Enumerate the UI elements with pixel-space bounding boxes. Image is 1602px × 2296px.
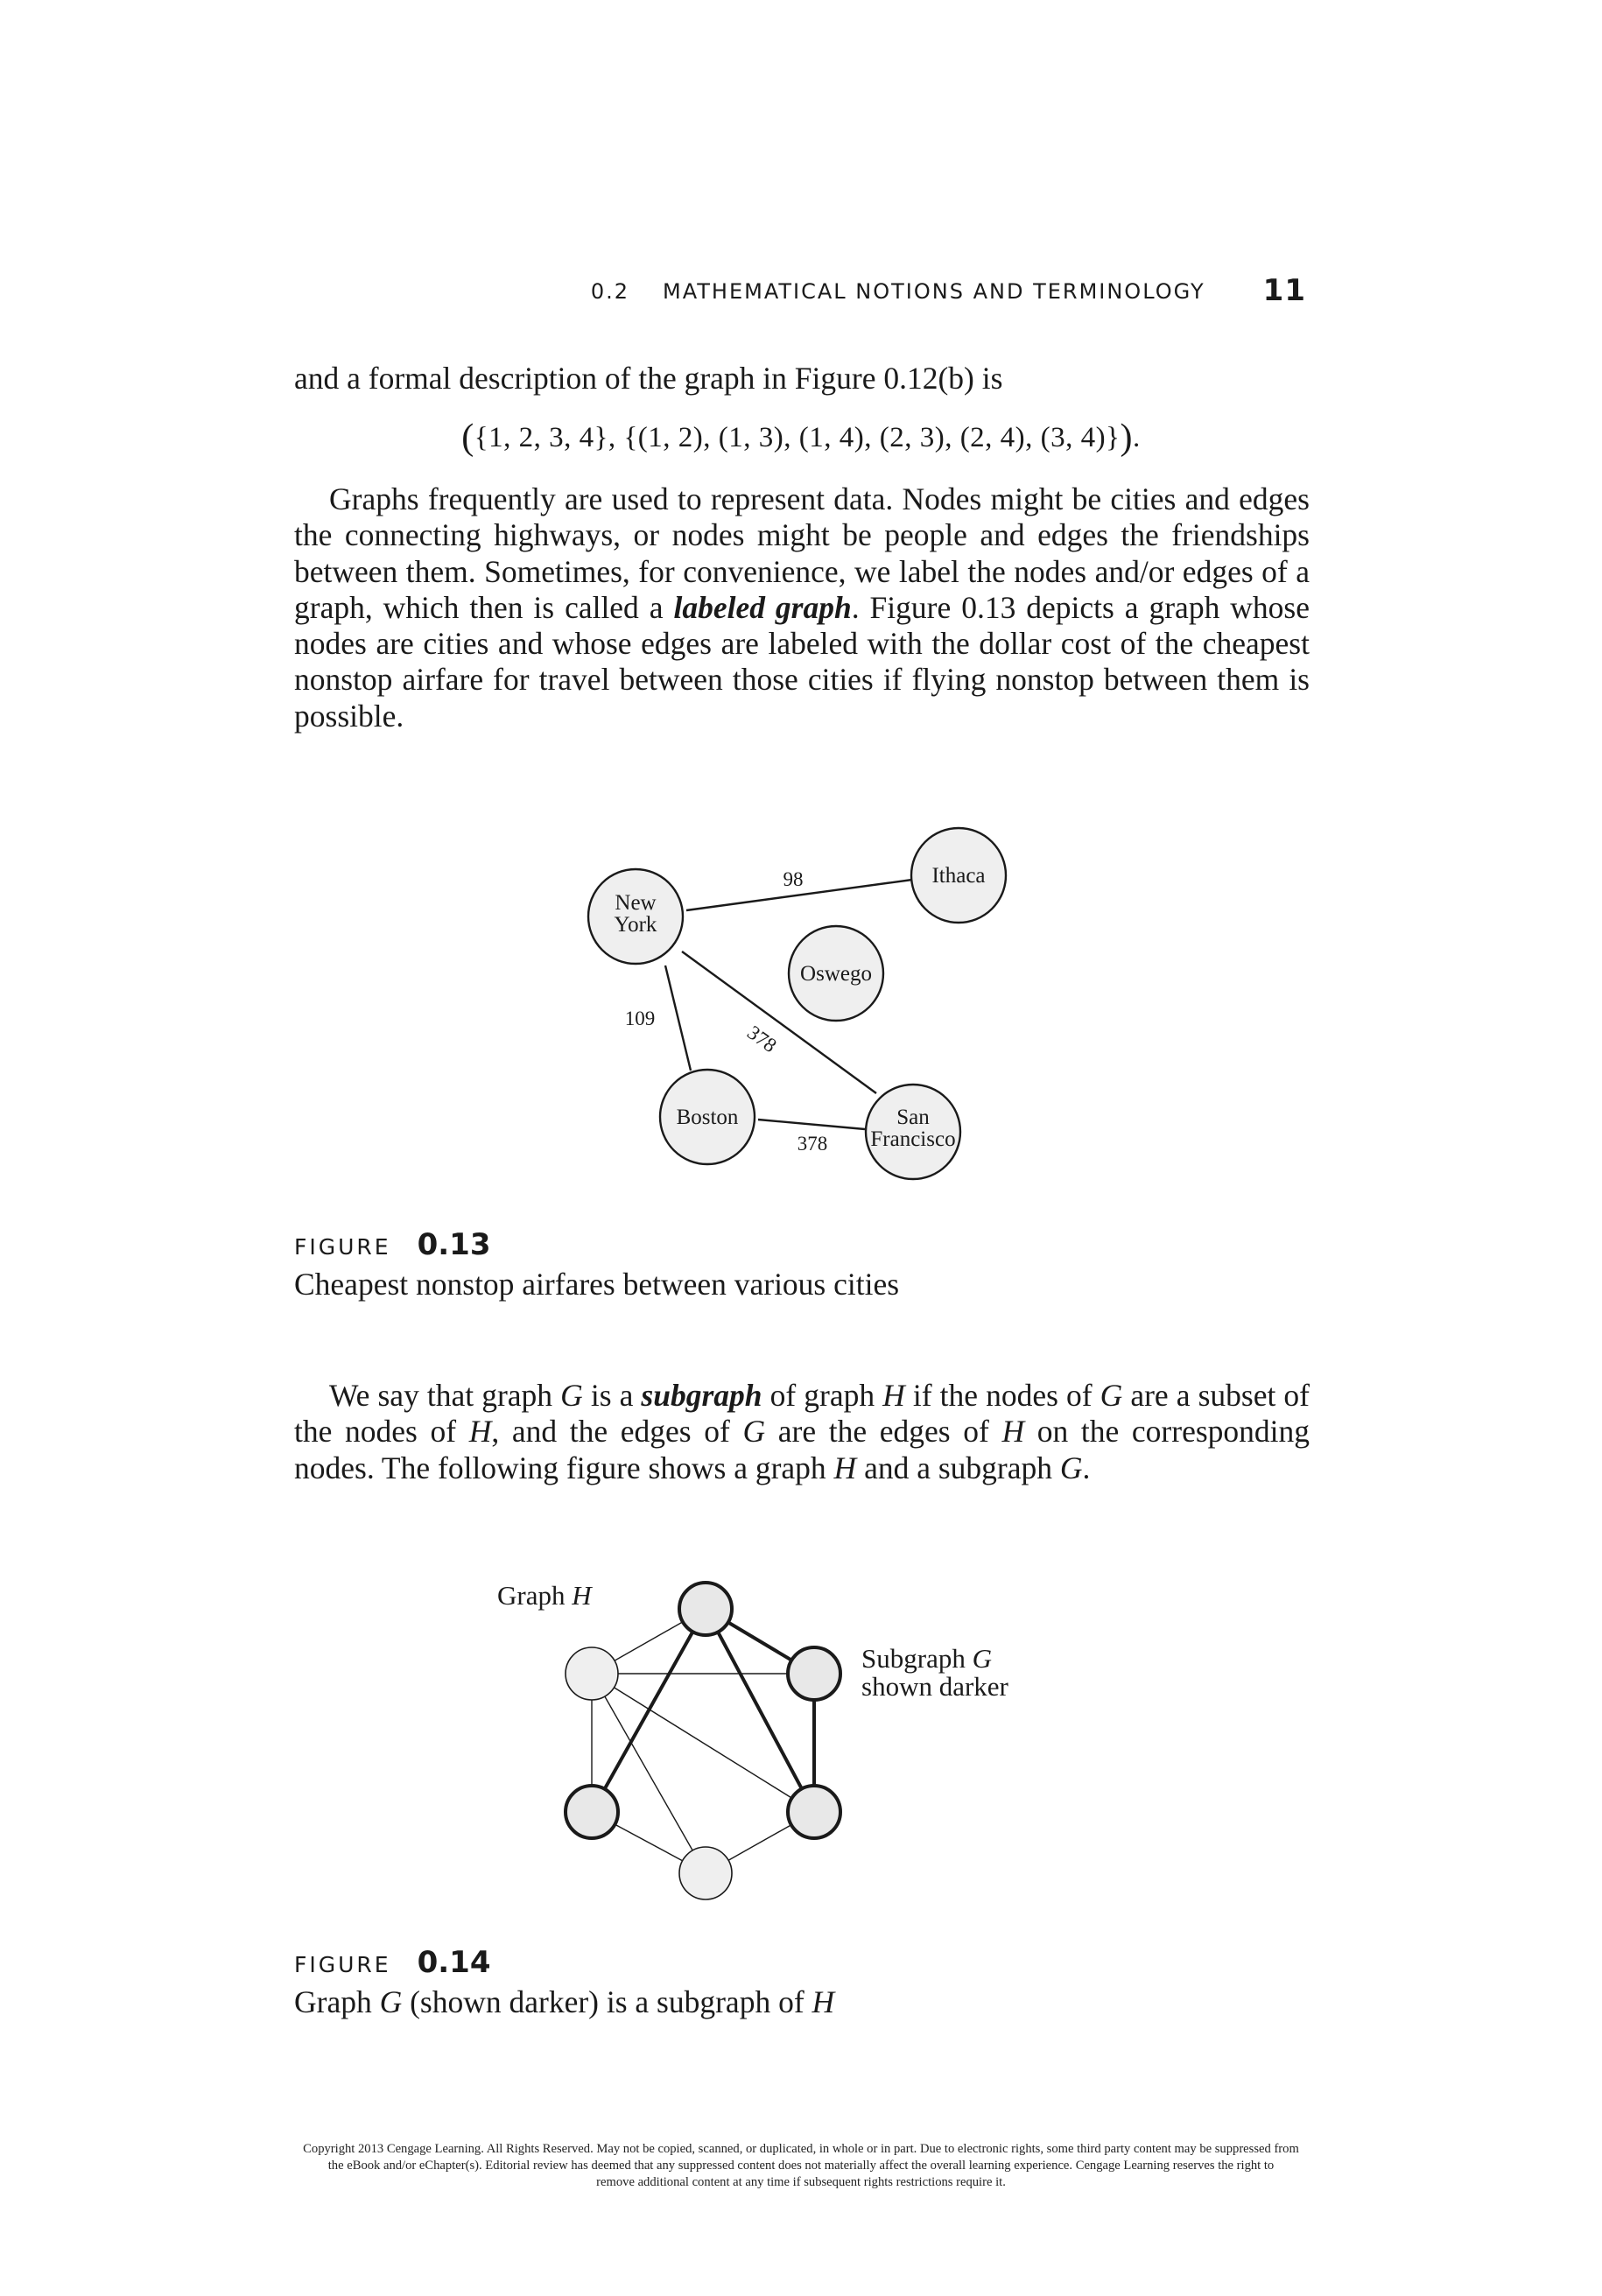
var-h: H <box>1001 1414 1025 1450</box>
formula-open-paren: ( <box>461 418 474 458</box>
h-node-bottom <box>679 1847 732 1899</box>
h-node-upper-left <box>566 1647 618 1700</box>
copyright-notice <box>175 2141 1427 2191</box>
figure14-word: FIGURE <box>294 1952 391 1977</box>
figure13-graph <box>588 828 1006 1179</box>
intro-line: and a formal description of the graph in Figure 0.12(b) is <box>294 361 1003 396</box>
node-label-oswego: Oswego <box>800 962 872 986</box>
subgraph-word: Subgraph <box>861 1643 966 1674</box>
figure14-caption <box>294 1984 834 2020</box>
section-number: 0.2 <box>590 279 629 304</box>
figure13-label <box>294 1227 490 1262</box>
formula-edge-set: {(1, 2), (1, 3), (1, 4), (2, 3), (2, 4), (3, 4)} <box>623 422 1121 453</box>
term-labeled-graph: labeled graph <box>673 589 852 625</box>
edge-ny-boston <box>665 965 691 1071</box>
copyright-line-3: remove additional content at any time if subsequent rights restrictions require it. <box>596 2175 1006 2189</box>
paragraph1-text-after: . Figure 0.13 depicts a graph whose nodes are cities and whose edges are labeled with the dollar cost of the cheapest nonstop airfare for travel between those cities if flying nonstop between them is possible. <box>294 589 1310 734</box>
p2-text-3: of graph <box>762 1378 883 1413</box>
subgraph-g-label <box>861 1643 992 1674</box>
figure13-caption: Cheapest nonstop airfares between various cities <box>294 1267 900 1302</box>
p2-text-1: We say that graph <box>329 1378 561 1413</box>
figure14-number: 0.14 <box>417 1945 491 1980</box>
node-label-new-york-1: New <box>615 891 657 915</box>
edge-label-ny-sf: 378 <box>743 1021 781 1057</box>
p2-text-9: and a subgraph <box>856 1450 1060 1485</box>
p2-text-5: are a subset of the nodes of <box>294 1378 1310 1450</box>
var-h: H <box>833 1450 857 1485</box>
var-g: G <box>1059 1450 1083 1485</box>
formula-close-paren: ) <box>1120 418 1133 458</box>
p2-text-7: are the edges of <box>765 1414 1002 1450</box>
g-node-lower-left <box>566 1786 618 1838</box>
figure14-graph <box>497 1580 1009 1899</box>
graph-h-word: Graph <box>497 1580 566 1611</box>
page-number: 11 <box>1262 273 1306 308</box>
var-g: G <box>560 1378 583 1413</box>
paragraph-subgraph <box>294 1378 1310 1486</box>
formula-node-set: {1, 2, 3, 4}, <box>474 422 616 453</box>
g-edge-top-bottomleft <box>592 1609 706 1812</box>
copyright-line-1: Copyright 2013 Cengage Learning. All Rights Reserved. May not be copied, scanned, or duplicated, in whole or in part. Due to electronic rights, some third party content may be suppressed from <box>303 2142 1299 2156</box>
fig14-cap-var-h: H <box>812 1984 835 2019</box>
p2-text-10: . <box>1082 1450 1091 1485</box>
edge-label-boston-sf: 378 <box>797 1133 828 1155</box>
edge-label-ny-ithaca: 98 <box>783 868 804 890</box>
figure14-label <box>294 1945 490 1980</box>
fig14-cap-var-g: G <box>379 1984 403 2019</box>
running-title: MATHEMATICAL NOTIONS AND TERMINOLOGY <box>662 279 1205 304</box>
node-label-new-york-2: York <box>614 913 657 937</box>
subgraph-shown-darker: shown darker <box>861 1671 1008 1702</box>
var-g: G <box>742 1414 766 1450</box>
p2-text-4: if the nodes of <box>904 1378 1100 1413</box>
node-label-san-francisco-2: Francisco <box>870 1127 956 1151</box>
term-subgraph: subgraph <box>641 1378 762 1413</box>
g-node-top <box>679 1583 732 1635</box>
var-h: H <box>468 1414 492 1450</box>
graph-h-var: H <box>572 1580 592 1611</box>
graph-h-label <box>497 1580 593 1611</box>
formula-end: . <box>1133 422 1141 453</box>
fig14-cap-text-2: (shown darker) is a subgraph of <box>402 1984 812 2019</box>
p2-text-2: is a <box>582 1378 642 1413</box>
edge-label-ny-boston: 109 <box>624 1008 656 1029</box>
node-label-boston: Boston <box>676 1106 739 1129</box>
g-node-upper-right <box>788 1647 840 1700</box>
h-edge-a-bottom <box>592 1674 706 1873</box>
figure13-word: FIGURE <box>294 1234 391 1260</box>
fig14-cap-text-1: Graph <box>294 1984 380 2019</box>
subgraph-var: G <box>972 1643 992 1674</box>
h-edge-a-bottomright <box>592 1674 814 1812</box>
copyright-line-2: the eBook and/or eChapter(s). Editorial review has deemed that any suppressed content does not materially affect the overall learning experience. Cengage Learning reserves the right to <box>327 2159 1275 2173</box>
g-node-lower-right <box>788 1786 840 1838</box>
var-g: G <box>1100 1378 1123 1413</box>
node-label-ithaca: Ithaca <box>931 864 986 888</box>
node-label-san-francisco-1: San <box>896 1106 930 1129</box>
p2-text-6: , and the edges of <box>491 1414 743 1450</box>
paragraph1-text-before: Graphs frequently are used to represent data. Nodes might be cities and edges the connecting highways, or nodes might be people and edges the friendships between them. Sometimes, for convenience, we label the nodes and/or edges of a graph, which then is called a <box>294 481 1310 625</box>
var-h: H <box>882 1378 905 1413</box>
p2-text-8: on the corresponding nodes. The following figure shows a graph <box>294 1414 1310 1485</box>
edge-boston-sf <box>758 1120 865 1129</box>
figure13-number: 0.13 <box>417 1227 491 1262</box>
